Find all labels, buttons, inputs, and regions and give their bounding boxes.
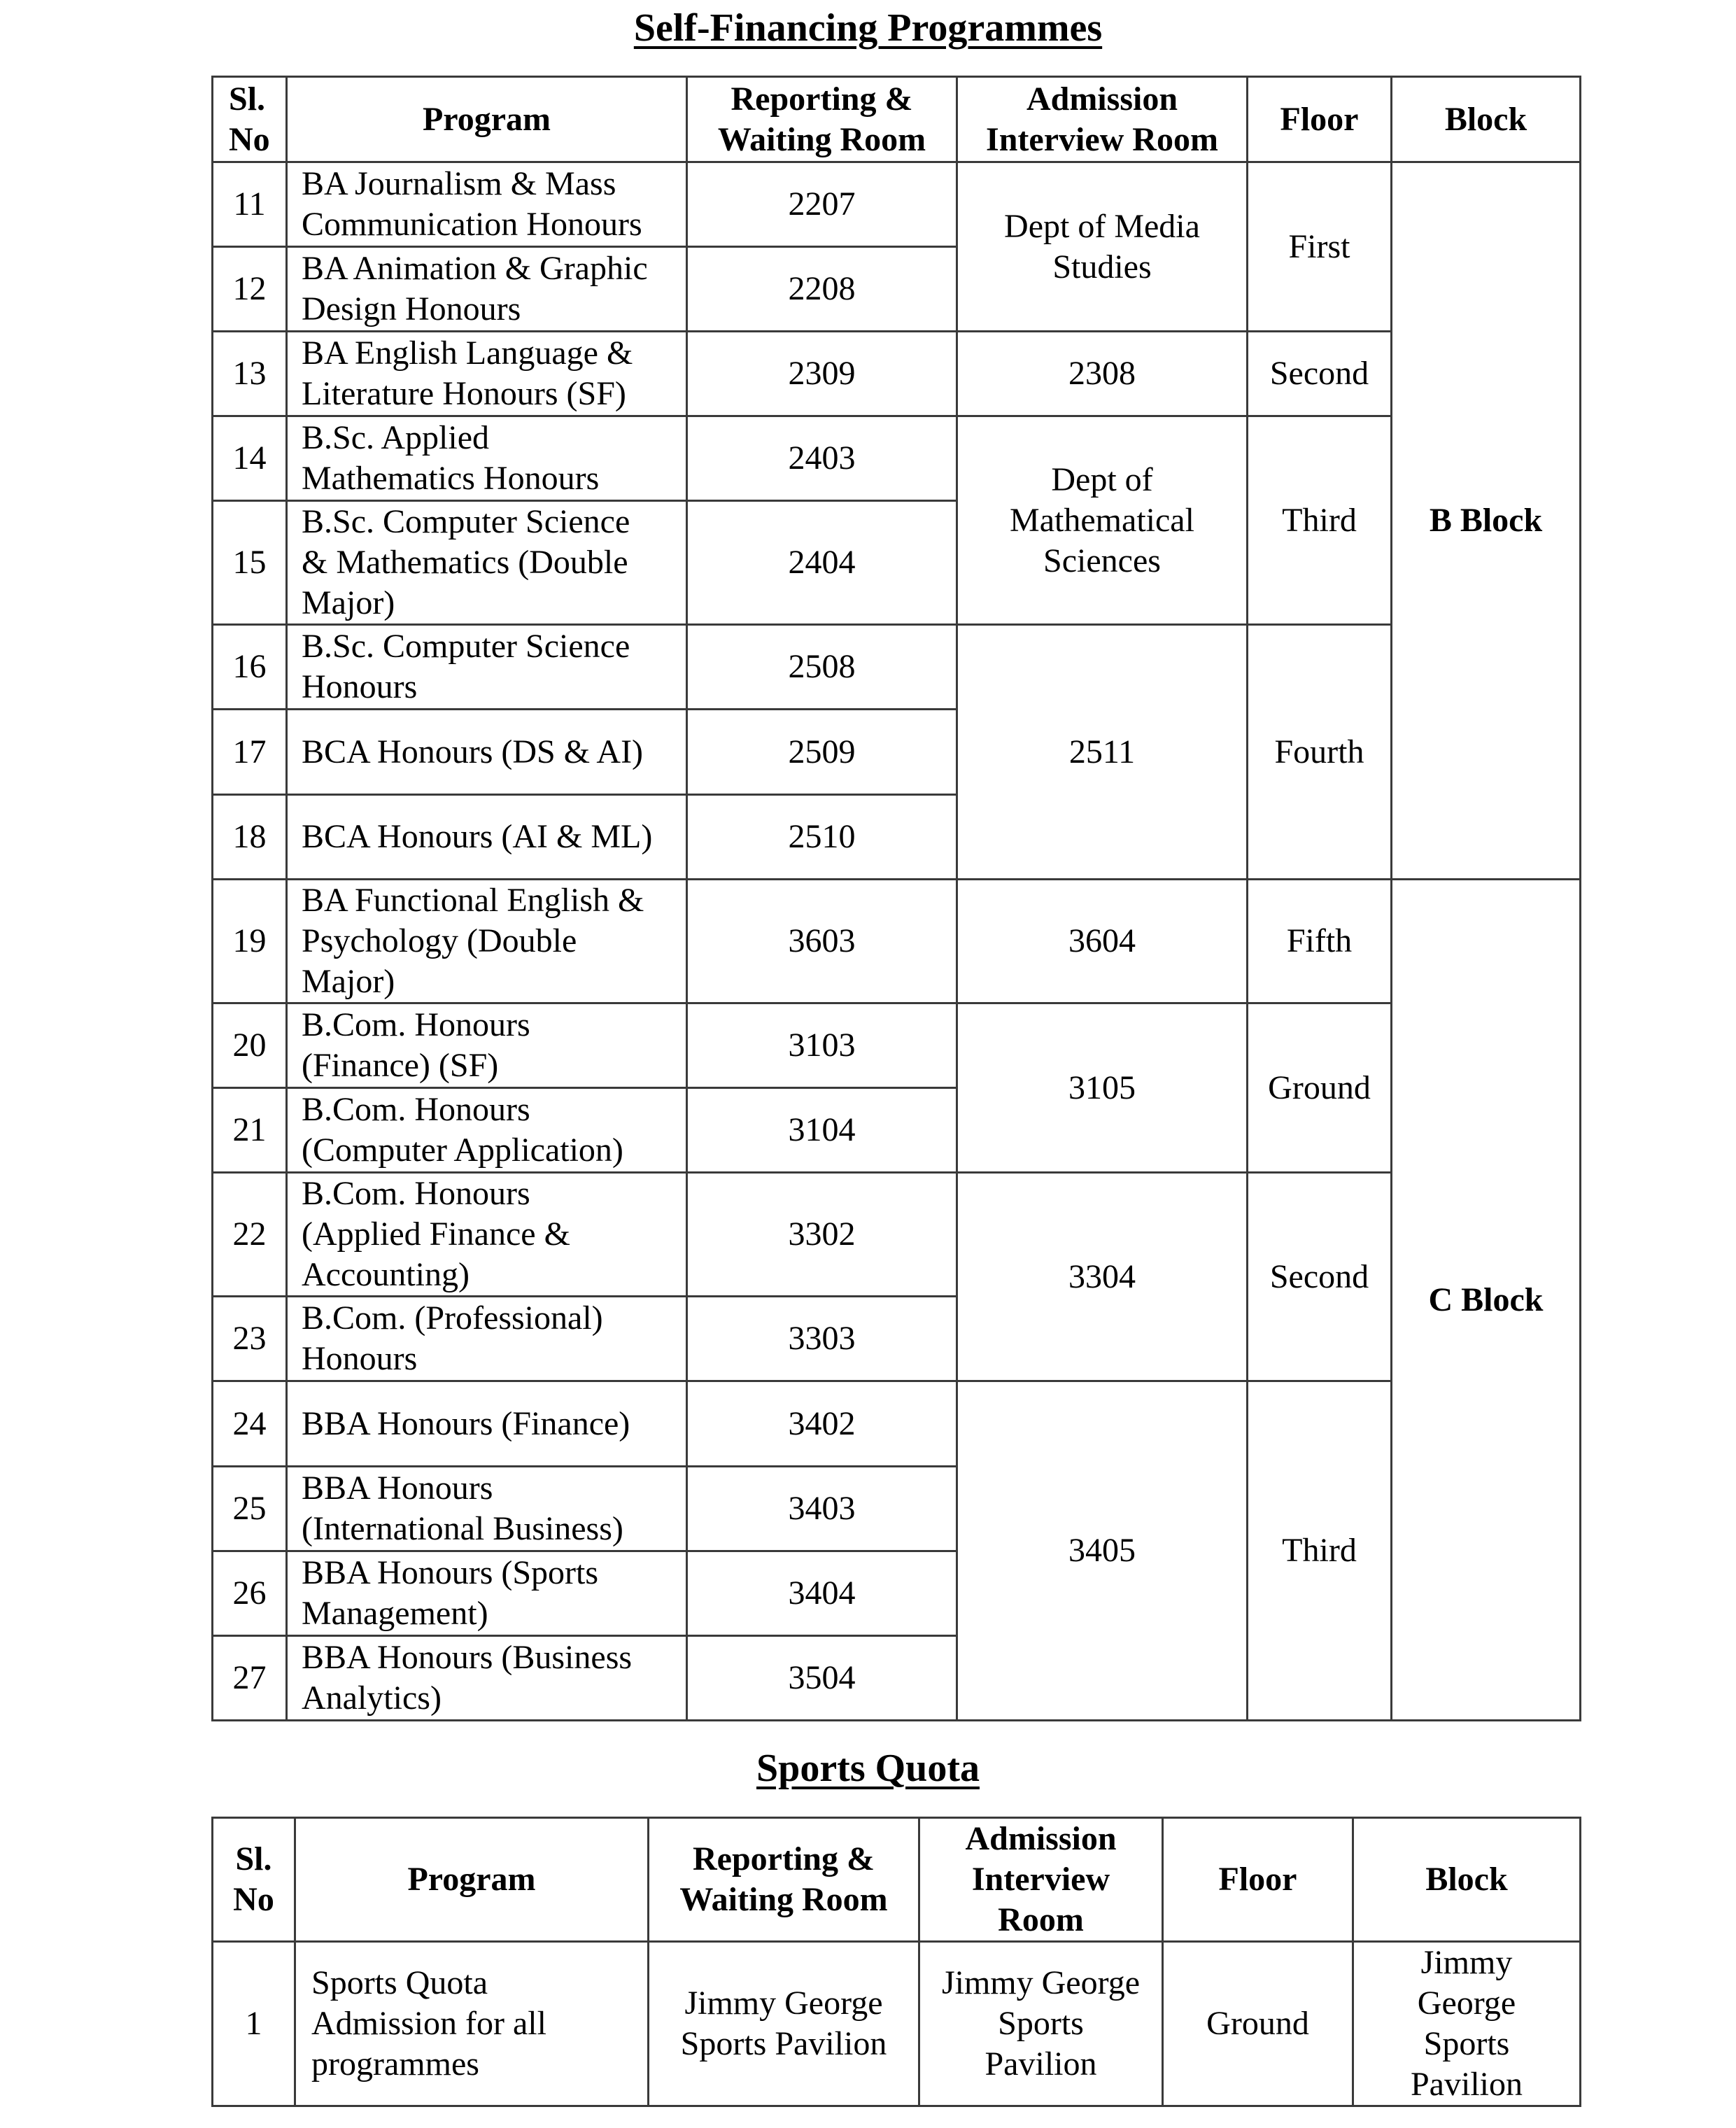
cell-line: BBA Honours (Sports [302, 1554, 599, 1591]
reporting-room-cell: 3302 [687, 1173, 957, 1297]
cell-line: Management) [302, 1595, 488, 1632]
header-line: Sl. [229, 80, 266, 118]
reporting-room-cell: 3402 [687, 1381, 957, 1467]
table-row [213, 162, 1581, 247]
reporting-room-cell: 2208 [687, 247, 957, 332]
cell-line: Sports [1423, 2025, 1510, 2062]
table-row [213, 880, 1581, 1003]
interview-room-header [957, 77, 1248, 162]
cell-line: Psychology (Double [302, 922, 577, 959]
header-row [213, 1818, 1581, 1942]
self-financing-table [211, 76, 1581, 1721]
cell-line: 2308 [1068, 355, 1136, 392]
cell-line: BA Functional English & [302, 882, 644, 919]
cell-line: Sports Quota [311, 1964, 488, 2001]
cell-line: BBA Honours (Business [302, 1639, 633, 1676]
program-header: Program [295, 1818, 649, 1942]
reporting-room-cell: 2510 [687, 795, 957, 880]
reporting-room-cell: 3104 [687, 1088, 957, 1173]
cell-line: BA Journalism & Mass [302, 165, 616, 202]
self-financing-title: Self-Financing Programmes [633, 6, 1103, 50]
program-cell [287, 795, 687, 880]
reporting-room-header [687, 77, 957, 162]
cell-line: Pavilion [985, 2045, 1097, 2083]
cell-line: 2511 [1068, 733, 1136, 770]
cell-line: Jimmy [1420, 1944, 1513, 1981]
sl-no-cell: 25 [213, 1467, 287, 1551]
cell-line: Sciences [1043, 542, 1161, 579]
reporting-room-cell: 2509 [687, 710, 957, 795]
cell-line: 3405 [1068, 1532, 1136, 1569]
cell-line: Sports Pavilion [680, 2025, 887, 2062]
reporting-room-cell: 3303 [687, 1297, 957, 1381]
cell-line: Literature Honours (SF) [302, 375, 626, 412]
program-cell [287, 880, 687, 1003]
sports-quota-title: Sports Quota [756, 1747, 980, 1790]
floor-cell: Ground [1248, 1003, 1392, 1173]
header-line: Sl. [235, 1840, 272, 1877]
sl-no-cell: 21 [213, 1088, 287, 1173]
cell-line: Dept of Media [1004, 207, 1200, 245]
sl-no-cell: 1 [213, 1942, 295, 2106]
program-cell [287, 625, 687, 710]
block-header: Block [1353, 1818, 1581, 1942]
cell-line: 3304 [1068, 1257, 1136, 1295]
cell-line: George [1417, 1985, 1516, 2022]
program-cell [287, 1173, 687, 1297]
header-line: Room [998, 1901, 1084, 1938]
reporting-room-cell: 3103 [687, 1003, 957, 1088]
reporting-room-cell: 2207 [687, 162, 957, 247]
cell-line: Major) [302, 963, 395, 1000]
cell-line: programmes [311, 2045, 479, 2083]
block-header: Block [1392, 77, 1581, 162]
interview-room-cell [957, 416, 1248, 625]
cell-line: BA English Language & [302, 334, 633, 372]
sl-no-cell: 20 [213, 1003, 287, 1088]
header-line: No [233, 1881, 274, 1918]
cell-line: (Finance) (SF) [302, 1047, 499, 1084]
cell-line: BBA Honours [302, 1470, 493, 1507]
program-header: Program [287, 77, 687, 162]
cell-line: (Applied Finance & [302, 1216, 570, 1253]
program-cell [287, 416, 687, 501]
cell-line: Jimmy George [684, 1985, 883, 2022]
sl-no-cell: 17 [213, 710, 287, 795]
interview-room-cell [957, 162, 1248, 332]
cell-line: Design Honours [302, 290, 521, 327]
program-cell [287, 332, 687, 416]
table-row [213, 1173, 1581, 1297]
cell-line: & Mathematics (Double [302, 544, 628, 581]
sl-no-cell: 14 [213, 416, 287, 501]
cell-line: B.Com. Honours [302, 1175, 530, 1212]
sl-no-cell: 27 [213, 1636, 287, 1721]
reporting-room-cell [649, 1942, 919, 2106]
floor-cell: Fourth [1248, 625, 1392, 880]
interview-room-cell [957, 1381, 1248, 1721]
cell-line: Analytics) [302, 1679, 442, 1717]
program-cell [287, 1088, 687, 1173]
cell-line: Sports [998, 2005, 1084, 2042]
cell-line: B.Sc. Applied [302, 419, 490, 456]
header-line: Waiting Room [717, 120, 926, 158]
cell-line: (International Business) [302, 1510, 623, 1547]
sl-no-cell: 23 [213, 1297, 287, 1381]
reporting-room-cell: 3603 [687, 880, 957, 1003]
cell-line: Honours [302, 1340, 418, 1377]
sl-no-cell: 11 [213, 162, 287, 247]
sl-no-cell: 13 [213, 332, 287, 416]
cell-line: BA Animation & Graphic [302, 250, 648, 287]
floor-cell: Third [1248, 416, 1392, 625]
sl-no-header [213, 77, 287, 162]
sl-no-cell: 18 [213, 795, 287, 880]
reporting-room-cell: 2309 [687, 332, 957, 416]
reporting-room-header [649, 1818, 919, 1942]
program-cell [287, 162, 687, 247]
header-line: Reporting & [693, 1840, 875, 1877]
cell-line: B.Sc. Computer Science [302, 503, 630, 540]
cell-line: 3604 [1068, 922, 1136, 959]
interview-room-cell [957, 625, 1248, 880]
cell-line: Admission for all [311, 2005, 546, 2042]
cell-line: BCA Honours (DS & AI) [302, 733, 644, 770]
program-cell [287, 501, 687, 625]
table-row [213, 625, 1581, 710]
program-cell [287, 1381, 687, 1467]
table-row [213, 1003, 1581, 1088]
block-cell: C Block [1392, 880, 1581, 1721]
cell-line: Dept of [1051, 460, 1153, 498]
reporting-room-cell: 3404 [687, 1551, 957, 1636]
cell-line: B.Sc. Computer Science [302, 628, 630, 665]
interview-room-cell [957, 1173, 1248, 1381]
header-row [213, 77, 1581, 162]
reporting-room-cell: 2404 [687, 501, 957, 625]
sl-no-cell: 26 [213, 1551, 287, 1636]
interview-room-cell [957, 880, 1248, 1003]
interview-room-header [919, 1818, 1163, 1942]
table-row [213, 1381, 1581, 1467]
cell-line: BCA Honours (AI & ML) [302, 818, 653, 855]
cell-line: B.Com. Honours [302, 1006, 530, 1043]
floor-cell: Third [1248, 1381, 1392, 1721]
table-row [213, 332, 1581, 416]
header-line: Interview Room [986, 120, 1218, 158]
cell-line: Mathematical [1010, 501, 1194, 539]
sl-no-header [213, 1818, 295, 1942]
floor-header: Floor [1163, 1818, 1353, 1942]
header-line: No [229, 120, 270, 158]
table-row [213, 416, 1581, 501]
interview-room-cell [957, 332, 1248, 416]
program-cell [287, 1003, 687, 1088]
header-line: Admission [1026, 80, 1178, 118]
cell-line: Accounting) [302, 1256, 470, 1293]
program-cell [287, 710, 687, 795]
sl-no-cell: 12 [213, 247, 287, 332]
cell-line: Communication Honours [302, 206, 642, 243]
cell-line: Honours [302, 668, 418, 705]
cell-line: Studies [1052, 248, 1152, 286]
cell-line: Jimmy George [941, 1964, 1141, 2001]
program-cell [287, 1467, 687, 1551]
cell-line: B.Com. (Professional) [302, 1299, 603, 1337]
header-line: Waiting Room [679, 1881, 888, 1918]
sports-quota-table [211, 1817, 1581, 2107]
header-line: Admission [965, 1820, 1117, 1857]
floor-cell: Second [1248, 332, 1392, 416]
sl-no-cell: 16 [213, 625, 287, 710]
header-line: Reporting & [731, 80, 913, 118]
block-cell: B Block [1392, 162, 1581, 880]
reporting-room-cell: 3403 [687, 1467, 957, 1551]
sl-no-cell: 19 [213, 880, 287, 1003]
reporting-room-cell: 3504 [687, 1636, 957, 1721]
cell-line: Major) [302, 584, 395, 621]
header-line: Interview [971, 1861, 1110, 1898]
floor-cell: Fifth [1248, 880, 1392, 1003]
block-cell [1353, 1942, 1581, 2106]
program-cell [287, 1636, 687, 1721]
floor-header: Floor [1248, 77, 1392, 162]
cell-line: (Computer Application) [302, 1132, 623, 1169]
program-cell [295, 1942, 649, 2106]
cell-line: BBA Honours (Finance) [302, 1404, 630, 1442]
program-cell [287, 247, 687, 332]
floor-cell: First [1248, 162, 1392, 332]
floor-cell: Ground [1163, 1942, 1353, 2106]
program-cell [287, 1297, 687, 1381]
reporting-room-cell: 2508 [687, 625, 957, 710]
floor-cell: Second [1248, 1173, 1392, 1381]
program-cell [287, 1551, 687, 1636]
interview-room-cell [957, 1003, 1248, 1173]
cell-line: Pavilion [1410, 2066, 1523, 2103]
sl-no-cell: 24 [213, 1381, 287, 1467]
table-row [213, 1942, 1581, 2106]
reporting-room-cell: 2403 [687, 416, 957, 501]
interview-room-cell [919, 1942, 1163, 2106]
sl-no-cell: 15 [213, 501, 287, 625]
cell-line: Mathematics Honours [302, 460, 600, 497]
sl-no-cell: 22 [213, 1173, 287, 1297]
cell-line: B.Com. Honours [302, 1091, 530, 1128]
cell-line: 3105 [1068, 1069, 1136, 1106]
